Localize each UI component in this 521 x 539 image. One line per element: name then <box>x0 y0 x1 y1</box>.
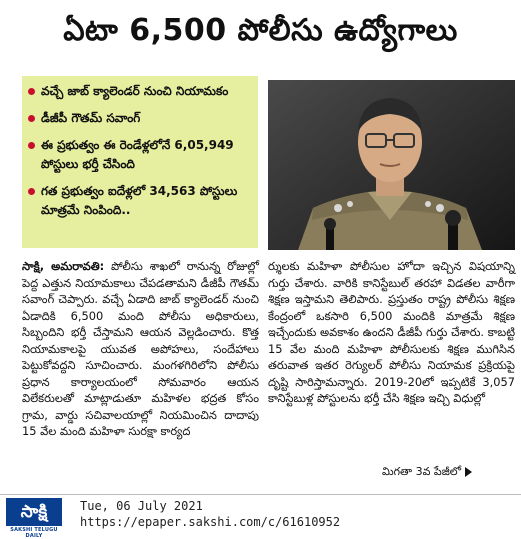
highlight-item <box>28 82 254 101</box>
highlight-text: డీజీపీ గౌతమ్ సవాంగ్ <box>41 111 141 125</box>
headline: ఏటా 6,500 పోలీసు ఉద్యోగాలు <box>63 13 458 48</box>
sakshi-logo <box>6 498 62 539</box>
bullet-icon <box>28 88 35 95</box>
highlight-item <box>28 136 254 174</box>
footer-url[interactable]: https://epaper.sakshi.com/c/61610952 <box>80 515 341 529</box>
highlight-text: వచ్చే జాబ్ క్యాలెండర్ నుంచి నియామకం <box>41 84 229 98</box>
officer-photo <box>268 80 515 250</box>
footer-date: Tue, 06 July 2021 <box>80 499 203 513</box>
highlight-text: గత ప్రభుత్వం ఐదేళ్లలో 34,563 పోస్టులు మాత్రమే నింపింది.. <box>41 184 238 217</box>
bullet-icon <box>28 115 35 122</box>
article-text: పోలీసు శాఖలో రానున్న రోజుల్లో పెద్ద ఎత్తున నియామకాలు చేపడతామని డీజీపీ గౌతమ్ సవాంగ్ చెప్పారు. వచ్చే ఏడాది జాబ్ క్యాలెండర్ నుంచి ఏడాదికి 6,500 మంది పోలీసు అధికారులు, సిబ్బందిని భర్తీ చేస్తామని ఆయన వెల్లడించారు. కొత్త నియామకాలపై యువత అపోహలు, సందేహాలు పెట్టుకోవద్దని సూచించారు. మంగళగిరిలోని పోలీసు ప్రధాన కార్యాలయంలో సోమవారం ఆయన విలేకరులతో మాట్లాడుతూ మహిళల భద్రత కోసం గ్రామ, వార్డు సచివాలయాల్లో నియమించిన దాదాపు 15 వేల మంది మహిళా సురక్షా కార్యద <box>22 259 259 438</box>
highlight-item <box>28 109 254 128</box>
dateline: సాక్షి, అమరావతి: <box>22 259 105 273</box>
highlights-box <box>22 76 258 248</box>
continued-note[interactable] <box>382 465 472 481</box>
arrow-right-icon <box>465 467 472 477</box>
highlight-text: ఈ ప్రభుత్వం ఈ రెండేళ్లలోనే 6,05,949 పోస్టులు భర్తీ చేసింది <box>41 138 234 171</box>
officer-portrait-image <box>268 80 515 250</box>
article-text: ర్శులకు మహిళా పోలీసుల హోదా ఇచ్చిన విషయాన్ని గుర్తు చేశారు. వారికి కానిస్టేబుల్ తరహా విడతల వారీగా శిక్షణ ఇస్తామని తెలిపారు. ప్రస్తుతం రాష్ట్ర పోలీసు శిక్షణ కేంద్రంలో ఒకసారి 6,500 మందికి మాత్రమే శిక్షణ ఇచ్చేందుకు అవకాశం ఉందని డీజీపీ గుర్తు చేశారు. కాబట్టి 15 వేల మంది మహిళా పోలీసులకు శిక్షణ ముగిసిన తరువాత ఇతర రెగ్యులర్ పోలీసు నియామక ప్రక్రియపై దృష్టి సారిస్తామన్నారు. 2019-20లో ఇప్పటికే 3,057 కానిస్టేబుళ్ల పోస్టులను భర్తీ చేసి శిక్షణ ఇచ్చి విధుల్లో <box>268 259 515 405</box>
logo-wordmark: సాక్షి <box>6 498 62 526</box>
bullet-icon <box>28 188 35 195</box>
article-column-left <box>22 258 259 440</box>
article-column-right <box>268 258 515 407</box>
logo-subtitle: SAKSHI TELUGU DAILY <box>10 527 58 539</box>
footer-divider <box>0 494 521 495</box>
continued-label: మిగతా 3వ పేజీలో <box>382 465 462 478</box>
bullet-icon <box>28 142 35 149</box>
footer-info <box>80 498 340 530</box>
highlight-item <box>28 182 254 220</box>
